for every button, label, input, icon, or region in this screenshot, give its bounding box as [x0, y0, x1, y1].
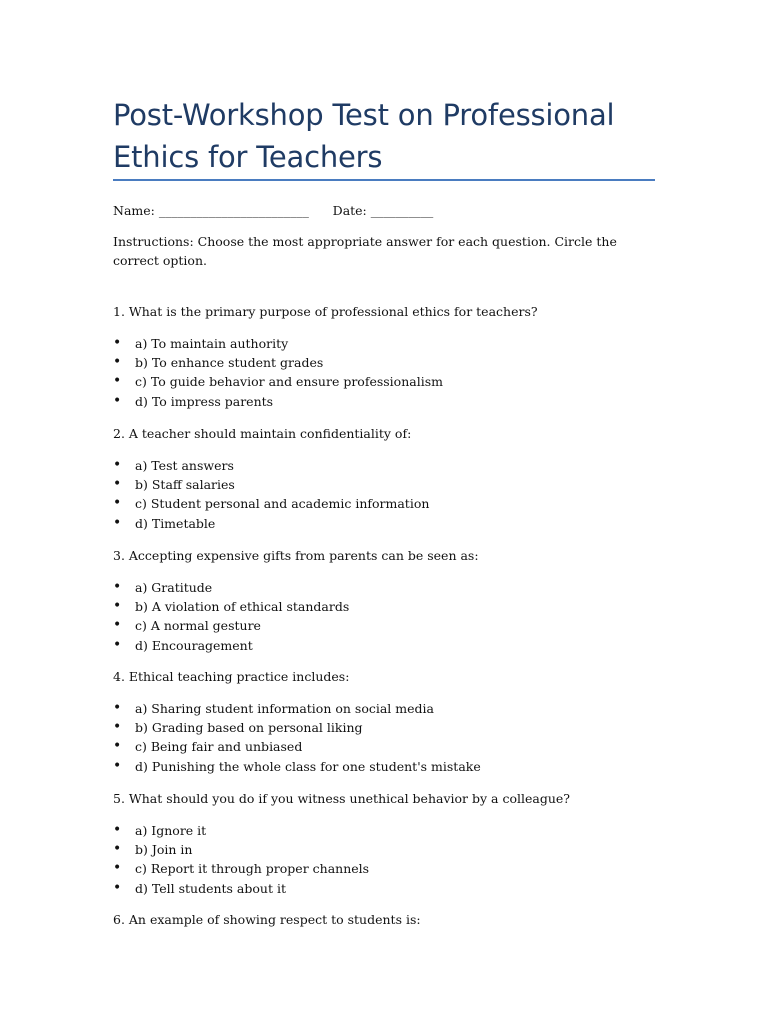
list-item: [113, 616, 349, 635]
bullet-icon: •: [113, 598, 122, 615]
list-item: [113, 718, 481, 737]
bullet-icon: •: [113, 860, 122, 877]
bullet-icon: •: [113, 579, 122, 595]
bullet-icon: •: [113, 700, 122, 716]
question-6: 6. An example of showing respect to students is:: [113, 912, 421, 927]
question-4-options: [113, 699, 481, 776]
list-item: [113, 372, 443, 391]
option-label: a) Gratitude: [135, 580, 213, 595]
option-label: b) To enhance student grades: [135, 355, 324, 371]
list-item: [113, 597, 349, 616]
bullet-icon: •: [113, 719, 122, 736]
instructions: Instructions: Choose the most appropriate answer for each question. Circle the correct option.: [113, 234, 617, 268]
question-1: 1. What is the primary purpose of professional ethics for teachers?: [113, 304, 538, 319]
bullet-icon: •: [113, 373, 122, 390]
bullet-icon: •: [113, 457, 122, 473]
list-item: [113, 514, 429, 533]
option-label: c) Report it through proper channels: [135, 861, 370, 877]
bullet-icon: •: [113, 822, 122, 838]
bullet-icon: •: [113, 841, 122, 858]
option-label: d) Encouragement: [135, 637, 253, 653]
option-label: a) Test answers: [135, 458, 234, 473]
bullet-icon: •: [113, 738, 122, 755]
option-label: c) Student personal and academic information: [135, 496, 430, 512]
bullet-icon: •: [113, 636, 122, 653]
option-label: c) A normal gesture: [135, 618, 261, 634]
list-item: [113, 475, 429, 494]
bullet-icon: •: [113, 617, 122, 634]
question-5: 5. What should you do if you witness unethical behavior by a colleague?: [113, 791, 570, 806]
option-label: a) Sharing student information on social media: [135, 701, 434, 716]
list-item: [113, 737, 481, 756]
list-item: [113, 334, 443, 353]
bullet-icon: •: [113, 514, 122, 531]
option-label: d) Tell students about it: [135, 880, 286, 896]
document-title: Post-Workshop Test on Professional Ethics for Teachers: [113, 98, 615, 174]
list-item: [113, 840, 369, 859]
option-label: b) Join in: [135, 842, 193, 858]
question-2: 2. A teacher should maintain confidentiality of:: [113, 426, 412, 441]
option-label: d) Timetable: [135, 515, 216, 531]
list-item: [113, 879, 369, 898]
question-3: 3. Accepting expensive gifts from parents can be seen as:: [113, 548, 479, 563]
question-3-options: [113, 578, 349, 655]
list-item: [113, 757, 481, 776]
bullet-icon: •: [113, 476, 122, 493]
option-label: c) To guide behavior and ensure professionalism: [135, 374, 443, 390]
option-label: b) Grading based on personal liking: [135, 720, 363, 736]
question-1-options: [113, 334, 443, 411]
list-item: [113, 821, 369, 840]
question-4: 4. Ethical teaching practice includes:: [113, 669, 350, 684]
list-item: [113, 353, 443, 372]
list-item: [113, 859, 369, 878]
bullet-icon: •: [113, 335, 122, 351]
bullet-icon: •: [113, 757, 122, 774]
bullet-icon: •: [113, 354, 122, 371]
list-item: [113, 392, 443, 411]
question-5-options: [113, 821, 369, 898]
bullet-icon: •: [113, 392, 122, 409]
name-date-line: Name: ________________________ Date: __________: [113, 203, 434, 218]
option-label: a) Ignore it: [135, 823, 207, 838]
list-item: [113, 578, 349, 597]
option-label: d) Punishing the whole class for one student's mistake: [135, 758, 481, 774]
option-label: c) Being fair and unbiased: [135, 739, 303, 755]
question-2-options: [113, 456, 429, 533]
list-item: [113, 494, 429, 513]
bullet-icon: •: [113, 495, 122, 512]
list-item: [113, 456, 429, 475]
option-label: b) A violation of ethical standards: [135, 599, 350, 615]
title-underline: [113, 179, 655, 181]
option-label: a) To maintain authority: [135, 336, 289, 351]
bullet-icon: •: [113, 879, 122, 896]
option-label: b) Staff salaries: [135, 477, 235, 493]
list-item: [113, 636, 349, 655]
list-item: [113, 699, 481, 718]
option-label: d) To impress parents: [135, 393, 274, 409]
